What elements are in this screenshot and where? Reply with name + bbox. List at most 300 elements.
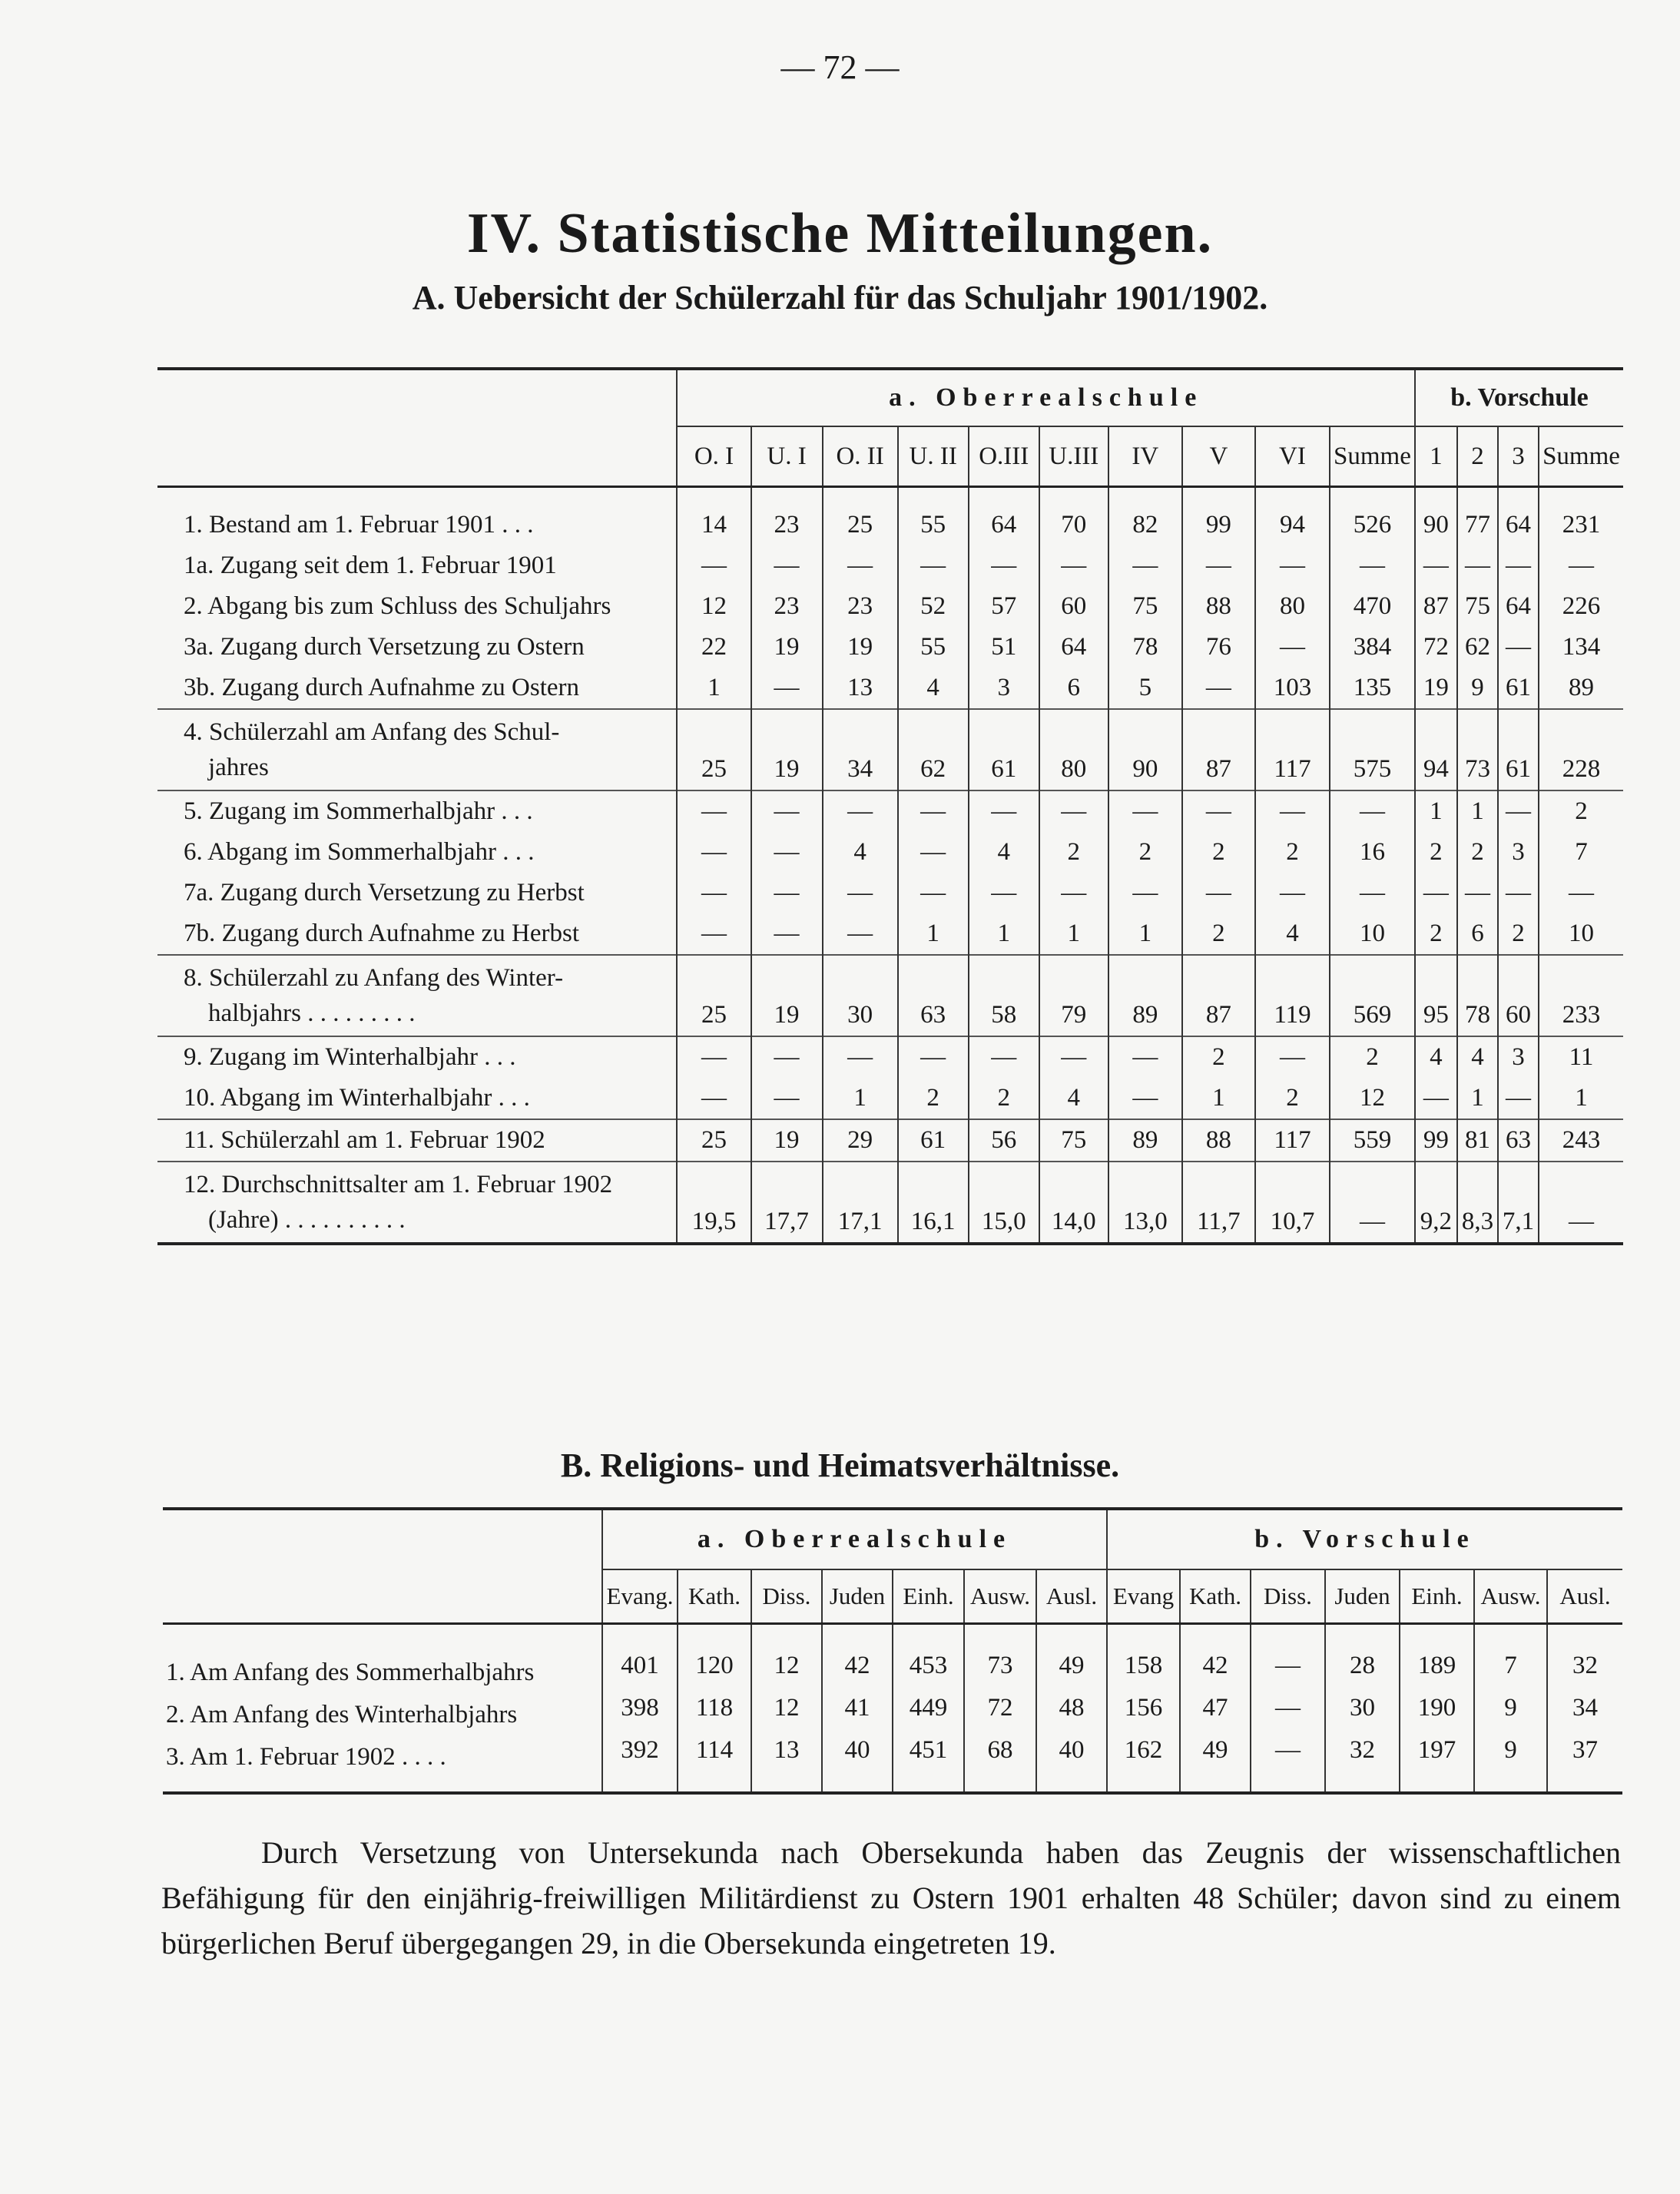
table-cell: 90 bbox=[1108, 709, 1182, 790]
table-cell: 64 bbox=[969, 505, 1039, 545]
table-cell: 29 bbox=[823, 1119, 898, 1162]
group-header-oberrealschule-b: a. Oberrealschule bbox=[602, 1509, 1107, 1569]
table-cell: — bbox=[677, 913, 751, 955]
table-b-corner bbox=[163, 1509, 602, 1624]
table-cell: — bbox=[1108, 545, 1182, 586]
table-cell: 12 bbox=[1330, 1078, 1415, 1119]
column-header: Ausl. bbox=[1547, 1569, 1622, 1624]
table-cell: 68 bbox=[964, 1729, 1036, 1771]
table-cell: — bbox=[1255, 790, 1330, 832]
table-cell: 25 bbox=[677, 955, 751, 1036]
column-header: Diss. bbox=[1251, 1569, 1325, 1624]
table-row bbox=[157, 913, 1623, 955]
table-cell: 7,1 bbox=[1498, 1162, 1539, 1244]
table-cell: 79 bbox=[1039, 955, 1108, 1036]
table-cell: 14,0 bbox=[1039, 1162, 1108, 1244]
table-cell: — bbox=[1108, 790, 1182, 832]
table-cell: — bbox=[1415, 1078, 1457, 1119]
row-label-line: 4. Schülerzahl am Anfang des Schul- bbox=[184, 718, 560, 746]
table-cell: — bbox=[751, 1078, 823, 1119]
table-a-corner bbox=[157, 369, 677, 487]
group-header-vorschule-b: b. Vorschule bbox=[1107, 1509, 1622, 1569]
column-header: Summe bbox=[1539, 426, 1623, 487]
table-cell: 88 bbox=[1182, 586, 1255, 627]
table-cell: 19 bbox=[751, 1119, 823, 1162]
table-cell: 14 bbox=[677, 505, 751, 545]
page-title: IV. Statistische Mitteilungen. bbox=[466, 202, 1214, 265]
table-cell: 10,7 bbox=[1255, 1162, 1330, 1244]
table-cell: 1 bbox=[1182, 1078, 1255, 1119]
table-cell: 56 bbox=[969, 1119, 1039, 1162]
table-cell: 63 bbox=[898, 955, 969, 1036]
row-label: 2. Am Anfang des Winterhalbjahrs bbox=[166, 1701, 518, 1728]
table-cell: 19 bbox=[823, 627, 898, 668]
table-cell: 2 bbox=[1255, 1078, 1330, 1119]
table-cell: 4 bbox=[898, 668, 969, 709]
table-row bbox=[157, 709, 1623, 790]
table-cell: 2 bbox=[1498, 913, 1539, 955]
table-cell: — bbox=[823, 545, 898, 586]
table-cell: — bbox=[751, 545, 823, 586]
table-cell: 118 bbox=[678, 1687, 751, 1729]
table-row bbox=[157, 545, 1623, 586]
table-cell: 64 bbox=[1039, 627, 1108, 668]
column-header: Diss. bbox=[751, 1569, 822, 1624]
table-cell: 22 bbox=[677, 627, 751, 668]
row-label-line: 8. Schülerzahl zu Anfang des Winter- bbox=[184, 964, 564, 992]
column-header: Ausl. bbox=[1036, 1569, 1107, 1624]
table-cell: 228 bbox=[1539, 709, 1623, 790]
table-cell: 4 bbox=[1457, 1036, 1498, 1078]
table-cell: — bbox=[751, 668, 823, 709]
table-cell: 78 bbox=[1108, 627, 1182, 668]
table-cell: 40 bbox=[822, 1729, 893, 1771]
table-cell: 9 bbox=[1457, 668, 1498, 709]
column-header: 3 bbox=[1498, 426, 1539, 487]
row-label-line: 12. Durchschnittsalter am 1. Februar 1902 bbox=[184, 1171, 613, 1198]
table-cell: 34 bbox=[823, 709, 898, 790]
table-cell: 4 bbox=[1255, 913, 1330, 955]
row-label: 3b. Zugang durch Aufnahme zu Ostern bbox=[184, 674, 580, 701]
table-cell: 197 bbox=[1400, 1729, 1474, 1771]
column-header: U. II bbox=[898, 426, 969, 487]
column-header: Kath. bbox=[1180, 1569, 1251, 1624]
table-cell: 243 bbox=[1539, 1119, 1623, 1162]
table-cell: 117 bbox=[1255, 709, 1330, 790]
table-cell: — bbox=[677, 1078, 751, 1119]
table-cell: 94 bbox=[1415, 709, 1457, 790]
table-cell: 64 bbox=[1498, 505, 1539, 545]
table-row bbox=[163, 1645, 1622, 1687]
table-cell: — bbox=[1182, 873, 1255, 913]
table-cell: — bbox=[823, 1036, 898, 1078]
table-cell: — bbox=[1539, 873, 1623, 913]
table-row bbox=[157, 873, 1623, 913]
table-cell: — bbox=[1415, 545, 1457, 586]
table-row bbox=[157, 586, 1623, 627]
table-cell: — bbox=[823, 873, 898, 913]
table-cell: 398 bbox=[602, 1687, 678, 1729]
row-label: 3. Am 1. Februar 1902 . . . . bbox=[166, 1743, 446, 1771]
table-cell: 80 bbox=[1255, 586, 1330, 627]
table-cell: 52 bbox=[898, 586, 969, 627]
table-cell: — bbox=[1108, 1078, 1182, 1119]
table-cell: 226 bbox=[1539, 586, 1623, 627]
table-cell: 73 bbox=[1457, 709, 1498, 790]
table-cell: 103 bbox=[1255, 668, 1330, 709]
table-cell: 49 bbox=[1036, 1645, 1107, 1687]
column-header: Juden bbox=[1325, 1569, 1400, 1624]
table-cell: 2 bbox=[1255, 832, 1330, 873]
table-cell: 89 bbox=[1108, 955, 1182, 1036]
table-cell: 57 bbox=[969, 586, 1039, 627]
table-cell: 3 bbox=[1498, 1036, 1539, 1078]
table-cell: 10 bbox=[1330, 913, 1415, 955]
table-cell: 2 bbox=[1539, 790, 1623, 832]
table-row bbox=[163, 1729, 1622, 1771]
table-cell: 73 bbox=[964, 1645, 1036, 1687]
table-cell: 47 bbox=[1180, 1687, 1251, 1729]
table-cell: — bbox=[1498, 790, 1539, 832]
table-cell: 60 bbox=[1498, 955, 1539, 1036]
table-cell: 32 bbox=[1547, 1645, 1622, 1687]
column-header: Ausw. bbox=[1474, 1569, 1547, 1624]
table-cell: 95 bbox=[1415, 955, 1457, 1036]
table-cell: 28 bbox=[1325, 1645, 1400, 1687]
table-cell: 2 bbox=[1182, 913, 1255, 955]
section-b-title: B. Religions- und Heimatsverhältnisse. bbox=[560, 1447, 1120, 1484]
table-cell: 2 bbox=[969, 1078, 1039, 1119]
table-cell: 2 bbox=[1108, 832, 1182, 873]
table-cell: 526 bbox=[1330, 505, 1415, 545]
table-cell: 13 bbox=[823, 668, 898, 709]
table-cell: — bbox=[1182, 545, 1255, 586]
row-label-line: halbjahrs . . . . . . . . . bbox=[208, 999, 416, 1027]
table-cell: 575 bbox=[1330, 709, 1415, 790]
table-cell: 10 bbox=[1539, 913, 1623, 955]
row-label-line: jahres bbox=[208, 754, 269, 781]
table-cell: — bbox=[1108, 1036, 1182, 1078]
table-cell: 75 bbox=[1039, 1119, 1108, 1162]
table-cell: 99 bbox=[1182, 505, 1255, 545]
table-cell: 12 bbox=[677, 586, 751, 627]
table-cell: 61 bbox=[969, 709, 1039, 790]
table-cell: 90 bbox=[1415, 505, 1457, 545]
table-cell: — bbox=[823, 913, 898, 955]
table-cell: — bbox=[677, 545, 751, 586]
table-cell: — bbox=[1498, 873, 1539, 913]
table-cell: — bbox=[898, 873, 969, 913]
table-cell: 9 bbox=[1474, 1687, 1547, 1729]
table-cell: 6 bbox=[1039, 668, 1108, 709]
row-label: 6. Abgang im Sommerhalbjahr . . . bbox=[184, 838, 535, 866]
table-cell: 156 bbox=[1107, 1687, 1180, 1729]
column-header: O.III bbox=[969, 426, 1039, 487]
row-label: 1. Am Anfang des Sommerhalbjahrs bbox=[166, 1659, 535, 1686]
table-cell: 2 bbox=[1039, 832, 1108, 873]
row-label bbox=[157, 955, 677, 1036]
table-row bbox=[157, 668, 1623, 709]
table-cell: 569 bbox=[1330, 955, 1415, 1036]
table-cell: 72 bbox=[964, 1687, 1036, 1729]
table-cell: 12 bbox=[751, 1645, 822, 1687]
closing-paragraph: Durch Versetzung von Untersekunda nach Obersekunda haben das Zeugnis der wissenschaftlichen Befähigung für den einjährig-freiwilligen Militärdienst zu Ostern 1901 erhalten 48 Schüler; davon sind zu einem bürgerlichen Beruf übergegangen 29, in die Obersekunda eingetreten 19. bbox=[161, 1835, 1621, 1960]
table-cell: 162 bbox=[1107, 1729, 1180, 1771]
table-cell: 61 bbox=[1498, 668, 1539, 709]
table-cell: — bbox=[677, 873, 751, 913]
table-cell: 9,2 bbox=[1415, 1162, 1457, 1244]
table-cell: 2 bbox=[1415, 832, 1457, 873]
table-cell: — bbox=[1251, 1645, 1325, 1687]
table-cell: — bbox=[969, 545, 1039, 586]
table-cell: 16 bbox=[1330, 832, 1415, 873]
table-cell: 70 bbox=[1039, 505, 1108, 545]
table-cell: — bbox=[1330, 545, 1415, 586]
table-cell: 88 bbox=[1182, 1119, 1255, 1162]
table-cell: 51 bbox=[969, 627, 1039, 668]
table-cell: 13 bbox=[751, 1729, 822, 1771]
table-cell: — bbox=[1498, 1078, 1539, 1119]
table-cell: 401 bbox=[602, 1645, 678, 1687]
table-cell: 470 bbox=[1330, 586, 1415, 627]
table-cell: 55 bbox=[898, 627, 969, 668]
column-header: Einh. bbox=[893, 1569, 964, 1624]
table-cell: — bbox=[969, 873, 1039, 913]
table-cell: 1 bbox=[1539, 1078, 1623, 1119]
row-label bbox=[157, 709, 677, 790]
table-cell: 134 bbox=[1539, 627, 1623, 668]
table-cell: 1 bbox=[1457, 790, 1498, 832]
table-cell: 19,5 bbox=[677, 1162, 751, 1244]
table-cell: — bbox=[1539, 1162, 1623, 1244]
table-cell: 7 bbox=[1474, 1645, 1547, 1687]
table-cell: 80 bbox=[1039, 709, 1108, 790]
table-cell: 1 bbox=[1457, 1078, 1498, 1119]
row-label: 1a. Zugang seit dem 1. Februar 1901 bbox=[184, 552, 557, 579]
table-cell: 2 bbox=[1182, 1036, 1255, 1078]
table-cell: — bbox=[969, 790, 1039, 832]
row-label: 7b. Zugang durch Aufnahme zu Herbst bbox=[184, 920, 580, 947]
table-cell: 6 bbox=[1457, 913, 1498, 955]
table-cell: — bbox=[677, 790, 751, 832]
row-label: 7a. Zugang durch Versetzung zu Herbst bbox=[184, 879, 585, 906]
table-cell: — bbox=[1330, 1162, 1415, 1244]
table-cell: — bbox=[969, 1036, 1039, 1078]
table-cell: 449 bbox=[893, 1687, 964, 1729]
table-cell: 1 bbox=[1039, 913, 1108, 955]
table-cell: 12 bbox=[751, 1687, 822, 1729]
table-cell: 82 bbox=[1108, 505, 1182, 545]
table-cell: 23 bbox=[751, 586, 823, 627]
column-header: 1 bbox=[1415, 426, 1457, 487]
section-a-title: A. Uebersicht der Schülerzahl für das Schuljahr 1901/1902. bbox=[412, 279, 1268, 317]
table-cell: 77 bbox=[1457, 505, 1498, 545]
table-cell: 559 bbox=[1330, 1119, 1415, 1162]
table-cell: — bbox=[751, 1036, 823, 1078]
table-cell: — bbox=[823, 790, 898, 832]
table-row bbox=[157, 627, 1623, 668]
table-cell: — bbox=[677, 1036, 751, 1078]
table-cell: — bbox=[1039, 1036, 1108, 1078]
table-cell: 48 bbox=[1036, 1687, 1107, 1729]
table-cell: 41 bbox=[822, 1687, 893, 1729]
table-cell: 75 bbox=[1457, 586, 1498, 627]
table-cell: 5 bbox=[1108, 668, 1182, 709]
table-cell: 4 bbox=[1415, 1036, 1457, 1078]
table-cell: — bbox=[1457, 545, 1498, 586]
table-cell: 1 bbox=[823, 1078, 898, 1119]
table-cell: 114 bbox=[678, 1729, 751, 1771]
table-cell: 75 bbox=[1108, 586, 1182, 627]
table-cell: 4 bbox=[969, 832, 1039, 873]
row-label-line: (Jahre) . . . . . . . . . . bbox=[208, 1206, 406, 1234]
row-label bbox=[157, 1162, 677, 1244]
table-cell: 63 bbox=[1498, 1119, 1539, 1162]
table-cell: — bbox=[1498, 545, 1539, 586]
table-cell: 392 bbox=[602, 1729, 678, 1771]
table-cell: — bbox=[1457, 873, 1498, 913]
table-cell: 2 bbox=[898, 1078, 969, 1119]
table-cell: 37 bbox=[1547, 1729, 1622, 1771]
table-cell: — bbox=[1255, 1036, 1330, 1078]
table-cell: 87 bbox=[1182, 955, 1255, 1036]
table-cell: — bbox=[1039, 873, 1108, 913]
table-cell: 62 bbox=[1457, 627, 1498, 668]
table-cell: 78 bbox=[1457, 955, 1498, 1036]
table-cell: 34 bbox=[1547, 1687, 1622, 1729]
table-cell: 119 bbox=[1255, 955, 1330, 1036]
table-cell: 81 bbox=[1457, 1119, 1498, 1162]
table-cell: 8,3 bbox=[1457, 1162, 1498, 1244]
table-cell: — bbox=[1108, 873, 1182, 913]
table-cell: 384 bbox=[1330, 627, 1415, 668]
column-header: Juden bbox=[822, 1569, 893, 1624]
table-cell: — bbox=[1255, 627, 1330, 668]
row-label: 10. Abgang im Winterhalbjahr . . . bbox=[184, 1084, 530, 1112]
table-cell: 4 bbox=[823, 832, 898, 873]
table-cell: 1 bbox=[969, 913, 1039, 955]
group-header-oberrealschule: a. Oberrealschule bbox=[677, 369, 1414, 426]
table-cell: 453 bbox=[893, 1645, 964, 1687]
table-cell: 42 bbox=[1180, 1645, 1251, 1687]
table-cell: — bbox=[677, 832, 751, 873]
table-row bbox=[157, 790, 1623, 832]
table-cell: 11 bbox=[1539, 1036, 1623, 1078]
table-cell: 1 bbox=[898, 913, 969, 955]
table-cell: 89 bbox=[1539, 668, 1623, 709]
table-cell: — bbox=[1255, 545, 1330, 586]
table-cell: 19 bbox=[751, 955, 823, 1036]
table-cell: 2 bbox=[1330, 1036, 1415, 1078]
table-row bbox=[157, 1162, 1623, 1244]
column-header: Kath. bbox=[678, 1569, 751, 1624]
table-cell: 120 bbox=[678, 1645, 751, 1687]
table-row bbox=[157, 955, 1623, 1036]
column-header: V bbox=[1182, 426, 1255, 487]
table-row bbox=[157, 832, 1623, 873]
table-cell: 19 bbox=[751, 627, 823, 668]
table-row bbox=[157, 1036, 1623, 1078]
table-cell: 64 bbox=[1498, 586, 1539, 627]
table-cell: 19 bbox=[1415, 668, 1457, 709]
table-cell: 1 bbox=[1415, 790, 1457, 832]
table-cell: 2 bbox=[1182, 832, 1255, 873]
table-cell: 17,1 bbox=[823, 1162, 898, 1244]
column-header: O. II bbox=[823, 426, 898, 487]
table-cell: 58 bbox=[969, 955, 1039, 1036]
table-cell: 189 bbox=[1400, 1645, 1474, 1687]
table-cell: 30 bbox=[1325, 1687, 1400, 1729]
column-header: IV bbox=[1108, 426, 1182, 487]
row-label: 5. Zugang im Sommerhalbjahr . . . bbox=[157, 790, 677, 832]
table-cell: 231 bbox=[1539, 505, 1623, 545]
table-row bbox=[157, 505, 1623, 545]
table-cell: 23 bbox=[751, 505, 823, 545]
table-cell: — bbox=[751, 832, 823, 873]
table-cell: 3 bbox=[1498, 832, 1539, 873]
row-label: 9. Zugang im Winterhalbjahr . . . bbox=[157, 1036, 677, 1078]
table-cell: 13,0 bbox=[1108, 1162, 1182, 1244]
table-cell: 42 bbox=[822, 1645, 893, 1687]
table-cell: 89 bbox=[1108, 1119, 1182, 1162]
table-cell: — bbox=[1251, 1729, 1325, 1771]
table-cell: 49 bbox=[1180, 1729, 1251, 1771]
table-cell: 233 bbox=[1539, 955, 1623, 1036]
row-label: 2. Abgang bis zum Schluss des Schuljahrs bbox=[184, 592, 611, 620]
table-cell: — bbox=[898, 1036, 969, 1078]
table-cell: — bbox=[1498, 627, 1539, 668]
table-cell: 451 bbox=[893, 1729, 964, 1771]
table-cell: 1 bbox=[1108, 913, 1182, 955]
column-header: Evang. bbox=[602, 1569, 678, 1624]
column-header: Evang bbox=[1107, 1569, 1180, 1624]
table-cell: — bbox=[1539, 545, 1623, 586]
student-count-table bbox=[157, 367, 1623, 1245]
table-cell: 25 bbox=[677, 709, 751, 790]
table-cell: — bbox=[1330, 790, 1415, 832]
column-header: U.III bbox=[1039, 426, 1108, 487]
table-cell: — bbox=[1251, 1687, 1325, 1729]
table-cell: 2 bbox=[1415, 913, 1457, 955]
table-cell: 60 bbox=[1039, 586, 1108, 627]
table-cell: 61 bbox=[1498, 709, 1539, 790]
table-cell: 23 bbox=[823, 586, 898, 627]
table-cell: 55 bbox=[898, 505, 969, 545]
table-cell: — bbox=[1255, 873, 1330, 913]
table-cell: 135 bbox=[1330, 668, 1415, 709]
column-header: O. I bbox=[677, 426, 751, 487]
table-cell: 40 bbox=[1036, 1729, 1107, 1771]
table-cell: 15,0 bbox=[969, 1162, 1039, 1244]
row-label: 3a. Zugang durch Versetzung zu Ostern bbox=[184, 633, 585, 661]
table-cell: — bbox=[1039, 790, 1108, 832]
table-row bbox=[157, 1119, 1623, 1162]
table-row bbox=[163, 1687, 1622, 1729]
table-cell: 117 bbox=[1255, 1119, 1330, 1162]
table-cell: — bbox=[898, 790, 969, 832]
table-cell: 32 bbox=[1325, 1729, 1400, 1771]
column-header: Summe bbox=[1330, 426, 1415, 487]
table-cell: — bbox=[751, 873, 823, 913]
table-cell: 61 bbox=[898, 1119, 969, 1162]
column-header: U. I bbox=[751, 426, 823, 487]
table-cell: 11,7 bbox=[1182, 1162, 1255, 1244]
column-header: VI bbox=[1255, 426, 1330, 487]
column-header: Ausw. bbox=[964, 1569, 1036, 1624]
table-cell: — bbox=[1182, 790, 1255, 832]
table-cell: — bbox=[898, 545, 969, 586]
table-cell: 158 bbox=[1107, 1645, 1180, 1687]
